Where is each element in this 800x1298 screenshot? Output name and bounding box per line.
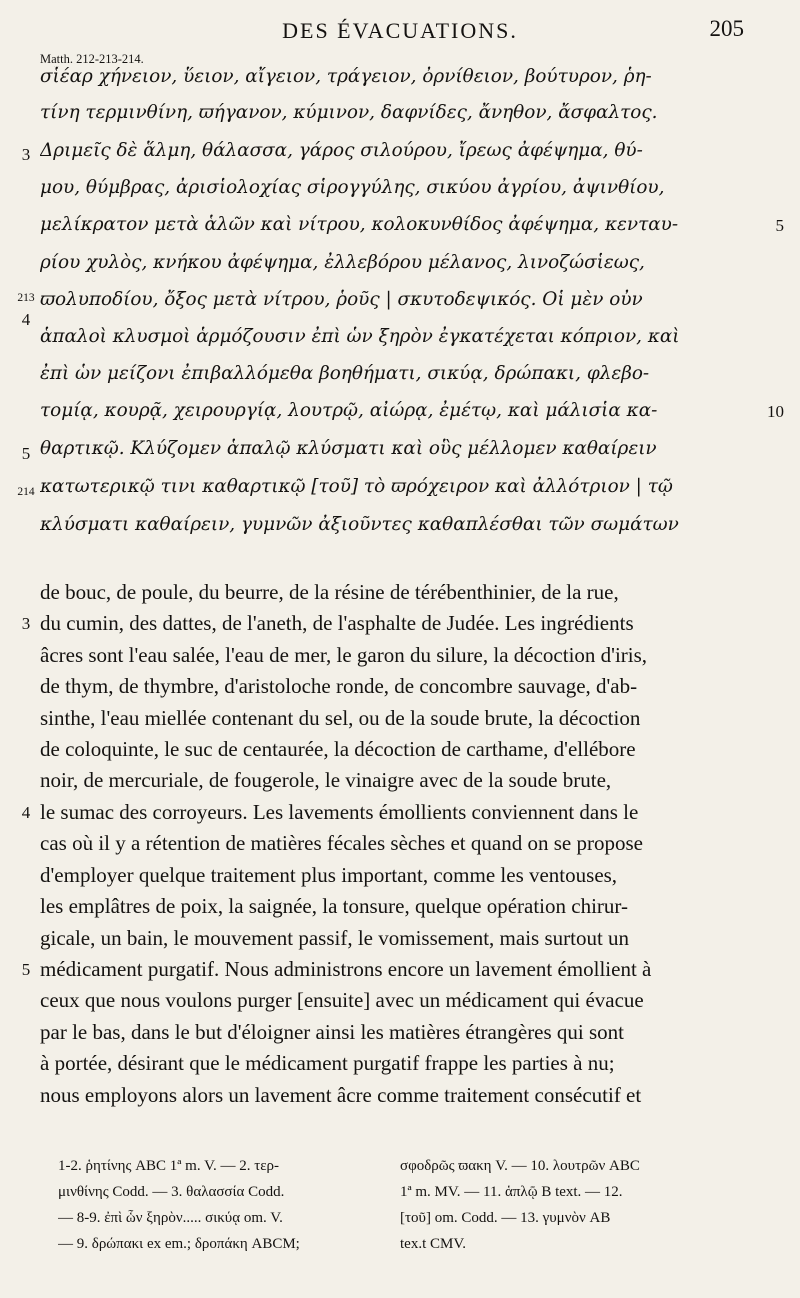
line-number: 4 [21, 310, 31, 329]
apparatus-line: 1-2. ῥητίνης ABC 1ª m. V. — 2. τερ- [58, 1158, 280, 1174]
greek-line: κλύσματι καθαίρειν, γυμνῶν ἀξιοῦντες καθαπλέσθαι τῶν σωμάτων [40, 514, 679, 535]
french-line: les emplâtres de poix, la saignée, la tonsure, quelque opération chirur- [40, 894, 628, 918]
greek-line: τίνη τερμινθίνη, ϖήγανον, κύμινον, δαφνίδες, ἄνηθον, ἄσφαλτος. [40, 102, 658, 123]
line-number: 3 [21, 614, 31, 633]
apparatus-line: — 8-9. ἐπὶ ὧν ξηρὸν..... σικύᾳ om. V. [58, 1210, 283, 1226]
french-line: sinthe, l'eau miellée contenant du sel, ou de la soude brute, la décoction [40, 706, 641, 730]
greek-line: μου, θύμβρας, ἀρισἱολοχίας σἱρογγύλης, σικύου ἀγρίου, ἀψινθίου, [40, 177, 665, 198]
line-number-right: 5 [775, 216, 784, 235]
apparatus-line: — 9. δρώπακι ex em.; δροπάκη ABCM; [58, 1236, 300, 1252]
greek-line: ἐπὶ ὧν μείζονι ἐπιβαλλόμεθα βοηθήματι, σικύᾳ, δρώπακι, φλεβο- [40, 363, 650, 384]
french-line: médicament purgatif. Nous administrons encore un lavement émollient à [40, 957, 652, 981]
page-reference-number: 214 [17, 486, 35, 498]
page-reference-number: 213 [17, 292, 35, 304]
french-line: d'employer quelque traitement plus important, comme les ventouses, [40, 863, 618, 887]
greek-line: θαρτικῷ. Κλύζομεν ἁπαλῷ κλύσματι καὶ οὓς μέλλομεν καθαίρειν [40, 438, 657, 459]
line-number: 5 [21, 444, 31, 463]
line-number-right: 10 [767, 402, 784, 421]
french-line: du cumin, des dattes, de l'aneth, de l'asphalte de Judée. Les ingrédients [40, 611, 634, 635]
french-line: nous employons alors un lavement âcre comme traitement consécutif et [40, 1083, 642, 1107]
page-number: 205 [709, 16, 744, 41]
greek-line: ἁπαλοὶ κλυσμοὶ ἁρμόζουσιν ἐπὶ ὧν ξηρὸν ἐγκατέχεται κόπριον, καὶ [40, 326, 680, 347]
french-line: le sumac des corroyeurs. Les lavements émollients conviennent dans le [40, 800, 639, 824]
greek-line: μελίκρατον μετὰ ἁλῶν καὶ νίτρου, κολοκυνθίδος ἀφέψημα, κενταυ- [40, 214, 679, 235]
apparatus-line: tex.t CMV. [400, 1236, 466, 1252]
apparatus-line: σφοδρῶς ϖακη V. — 10. λουτρῶν ABC [400, 1158, 640, 1174]
french-line: de bouc, de poule, du beurre, de la résine de térébenthinier, de la rue, [40, 580, 619, 604]
french-line: de thym, de thymbre, d'aristoloche ronde, de concombre sauvage, d'ab- [40, 674, 638, 698]
french-line: ceux que nous voulons purger [ensuite] avec un médicament qui évacue [40, 988, 644, 1012]
apparatus-line: 1ª m. MV. — 11. ἁπλῷ B text. — 12. [400, 1184, 623, 1200]
running-head: DES ÉVACUATIONS. [282, 18, 518, 43]
french-line: par le bas, dans le but d'éloigner ainsi les matières étrangères qui sont [40, 1020, 625, 1044]
french-line: âcres sont l'eau salée, l'eau de mer, le garon du silure, la décoction d'iris, [40, 643, 648, 667]
greek-line: Δριμεῖς δὲ ἅλμη, θάλασσα, γάρος σιλούρου, ἴρεως ἀφέψημα, θύ- [40, 140, 643, 161]
french-line: de coloquinte, le suc de centaurée, la décoction de carthame, d'ellébore [40, 737, 636, 761]
greek-line: σἷέαρ χήνειον, ὕειον, αἴγειον, τράγειον, ὀρνίθειον, βούτυρον, ῥη- [40, 66, 652, 87]
line-number: 3 [21, 145, 31, 164]
greek-line: ϖολυποδίου, ὄξος μετὰ νίτρου, ῥοῦς | σκυτοδεψικός. Οἱ μὲν οὖν [40, 289, 643, 310]
line-number: 5 [21, 960, 31, 979]
greek-line: κατωτερικῷ τινι καθαρτικῷ [τοῦ] τὸ ϖρόχειρον καὶ ἀλλότριον | τῷ [40, 476, 673, 497]
line-number: 4 [21, 803, 31, 822]
greek-line: ρίου χυλὸς, κνήκου ἀφέψημα, ἐλλεβόρου μέλανος, λινοζώσἱεως, [40, 252, 645, 273]
apparatus-line: μινθίνης Codd. — 3. θαλασσία Codd. [58, 1184, 285, 1200]
french-line: noir, de mercuriale, de fougerole, le vinaigre avec de la soude brute, [40, 768, 612, 792]
french-line: cas où il y a rétention de matières fécales sèches et quand on se propose [40, 831, 643, 855]
french-line: gicale, un bain, le mouvement passif, le vomissement, mais surtout un [40, 926, 630, 950]
manuscript-reference: Matth. 212-213-214. [40, 52, 144, 66]
greek-line: τομίᾳ, κουρᾷ, χειρουργίᾳ, λουτρῷ, αἰώρᾳ, ἐμέτῳ, καὶ μάλισἱα κα- [40, 400, 658, 421]
apparatus-line: [τοῦ] om. Codd. — 13. γυμνὸν AB [400, 1210, 611, 1226]
french-line: à portée, désirant que le médicament purgatif frappe les parties à nu; [40, 1051, 615, 1075]
